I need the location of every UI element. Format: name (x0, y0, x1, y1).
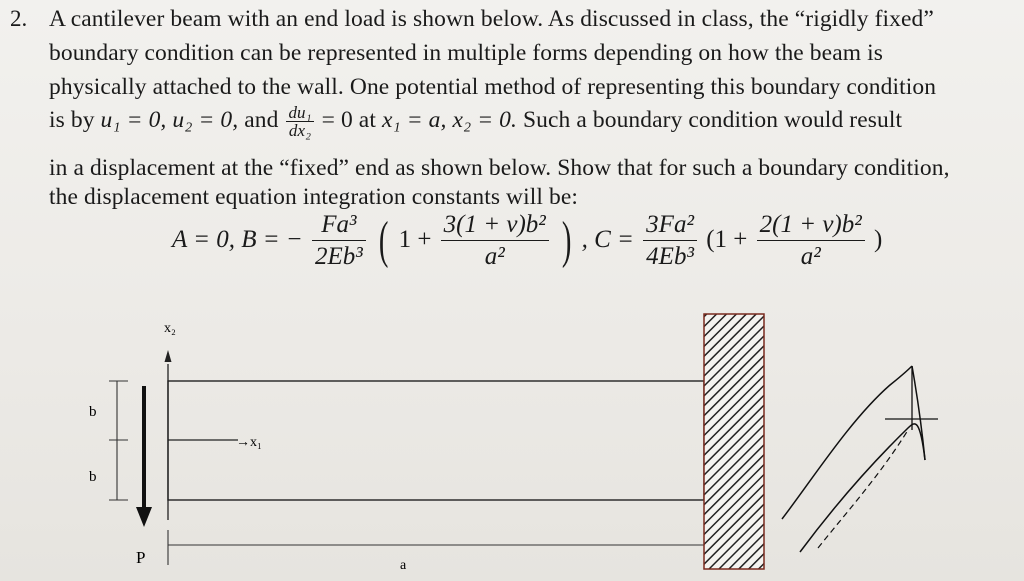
eq-frac-2-num: 3(1 + ν)b² (441, 212, 549, 241)
problem-number: 2. (10, 6, 28, 31)
b-top-label: b (89, 404, 97, 420)
line4-conditions: u₁ = 0, u₂ = 0, (100, 106, 239, 133)
line4-and: and (244, 106, 279, 133)
eq-frac-2-den: a² (484, 243, 505, 271)
eq-frac-3-den: 4Eb³ (646, 243, 694, 271)
eq-frac-3-num: 3Fa² (643, 212, 697, 241)
eq-lhs: A = 0, B = − (172, 225, 303, 253)
text-line-1: A cantilever beam with an end load is shown below. As discussed in class, the “rigidly fixed” (49, 6, 934, 32)
eq-one-plus-1: 1 + (398, 225, 432, 253)
eq-frac-4-num: 2(1 + ν)b² (757, 212, 865, 241)
deflected-end-sketch (782, 366, 938, 552)
eq-one-plus-2: (1 + (706, 225, 748, 253)
eq-frac-1-num: Fa³ (312, 212, 366, 241)
text-line-2: boundary condition can be represented in multiple forms depending on how the beam is (49, 40, 883, 66)
derivative-denominator: dx₂ (288, 121, 312, 140)
dimension-a (168, 530, 704, 565)
length-label-a: a (400, 558, 407, 573)
eq-paren-open: ( (378, 212, 389, 270)
derivative-numerator: du₁ (288, 103, 312, 122)
eq-close-2: ) (874, 225, 883, 253)
fixed-wall (704, 314, 764, 569)
eq-paren-close: ) (561, 212, 572, 270)
text-line-6: the displacement equation integration constants will be: (49, 184, 578, 210)
x1-label: →x₁ (236, 435, 262, 450)
line4-end: Such a boundary condition would result (522, 106, 903, 133)
dimension-b (109, 381, 128, 500)
text-line-5: in a displacement at the “fixed” end as shown below. Show that for such a boundary condition, (49, 155, 950, 181)
line4-location: x₁ = a, x₂ = 0. (381, 106, 517, 133)
x2-label: x₂ (164, 321, 176, 336)
text-line-3: physically attached to the wall. One potential method of representing this boundary condition (49, 74, 937, 100)
b-bottom-label: b (89, 469, 97, 485)
load-label-p: P (136, 548, 146, 567)
load-arrow (136, 386, 152, 527)
line4-equals: = 0 at (321, 106, 376, 133)
line4-start: is by (49, 106, 95, 133)
eq-frac-4-den: a² (800, 243, 821, 271)
eq-frac-1-den: 2Eb³ (314, 243, 363, 271)
eq-c-label: , C = (581, 225, 634, 253)
